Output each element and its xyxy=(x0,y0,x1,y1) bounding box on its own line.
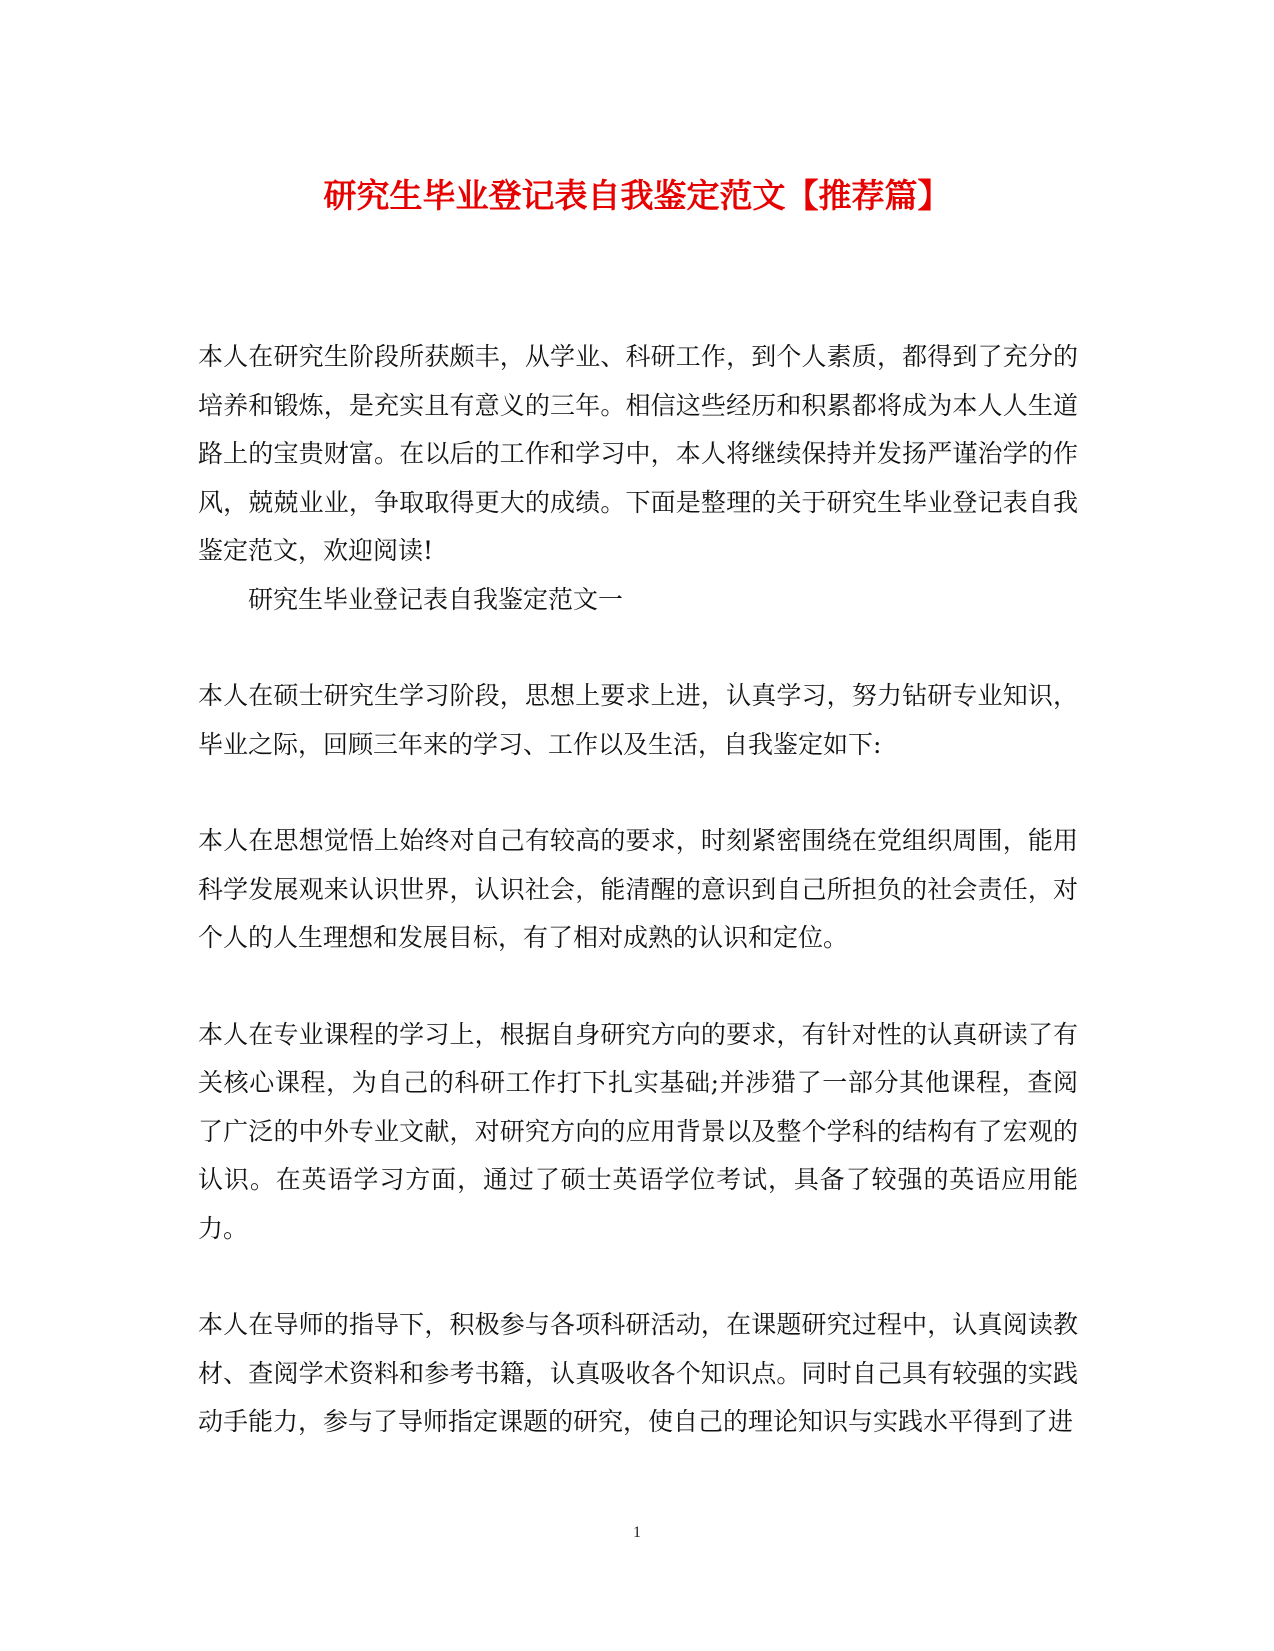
document-body xyxy=(198,333,1078,1447)
paragraph-gap xyxy=(198,769,1078,817)
section-heading: 研究生毕业登记表自我鉴定范文一 xyxy=(248,584,624,614)
paragraph-gap xyxy=(198,1253,1078,1301)
intro-paragraph: 本人在研究生阶段所获颇丰，从学业、科研工作，到个人素质，都得到了充分的培养和锻炼，是充实且有意义的三年。相信这些经历和积累都将成为本人人生道路上的宝贵财富。在以后的工作和学习中，本人将继续保持并发扬严谨治学的作风，兢兢业业，争取取得更大的成绩。下面是整理的关于研究生毕业登记表自我鉴定范文，欢迎阅读! xyxy=(198,342,1078,565)
page-number: 1 xyxy=(633,1524,641,1541)
paragraph-gap xyxy=(198,624,1078,672)
body-paragraph: 本人在思想觉悟上始终对自己有较高的要求，时刻紧密围绕在党组织周围，能用科学发展观来认识世界，认识社会，能清醒的意识到自己所担负的社会责任，对个人的人生理想和发展目标，有了相对成熟的认识和定位。 xyxy=(198,826,1078,952)
paragraph-gap xyxy=(198,963,1078,1011)
body-paragraph: 本人在硕士研究生学习阶段，思想上要求上进，认真学习，努力钻研专业知识，毕业之际，回顾三年来的学习、工作以及生活，自我鉴定如下: xyxy=(198,681,1078,759)
body-paragraph: 本人在导师的指导下，积极参与各项科研活动，在课题研究过程中，认真阅读教材、查阅学术资料和参考书籍，认真吸收各个知识点。同时自己具有较强的实践动手能力，参与了导师指定课题的研究，使自己的理论知识与实践水平得到了进 xyxy=(198,1310,1078,1436)
body-paragraph: 本人在专业课程的学习上，根据自身研究方向的要求，有针对性的认真研读了有关核心课程，为自己的科研工作打下扎实基础;并涉猎了一部分其他课程，查阅了广泛的中外专业文献，对研究方向的应用背景以及整个学科的结构有了宏观的认识。在英语学习方面，通过了硕士英语学位考试，具备了较强的英语应用能力。 xyxy=(198,1019,1078,1243)
document-title: 研究生毕业登记表自我鉴定范文【推荐篇】 xyxy=(323,176,951,215)
